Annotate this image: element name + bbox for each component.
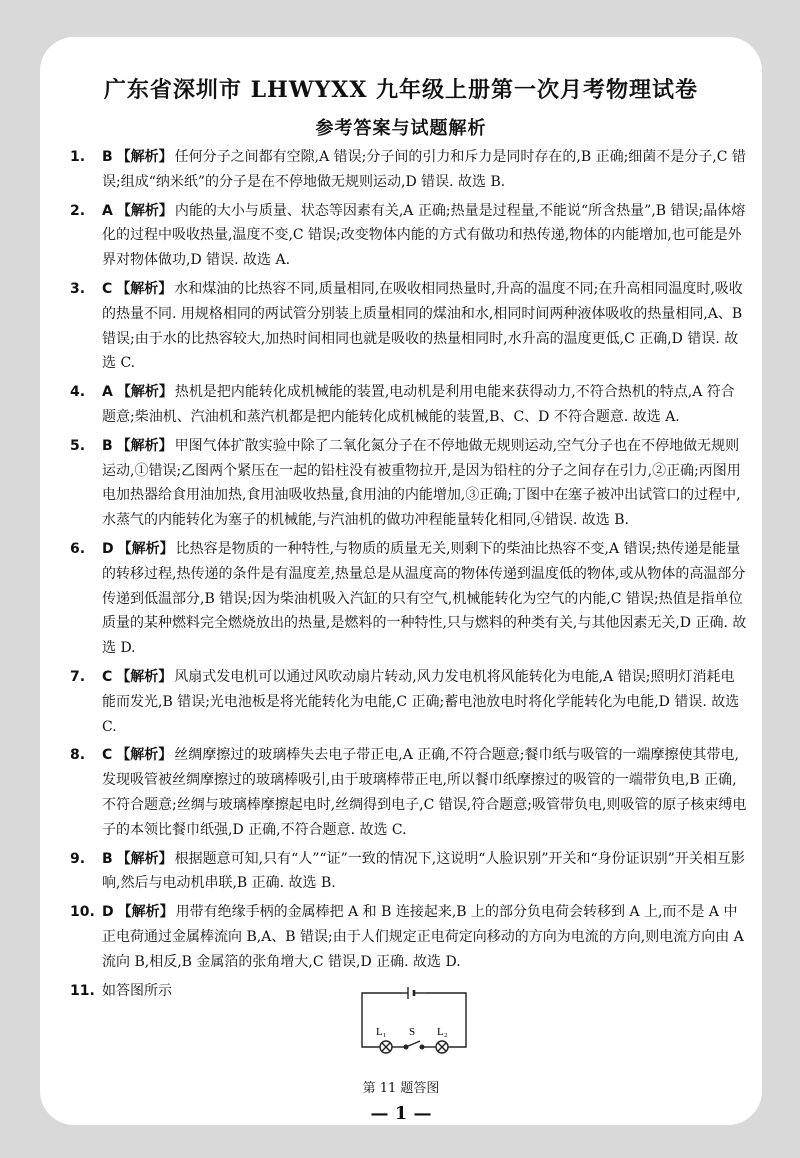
item-answer: B <box>102 437 113 454</box>
switch-blade <box>406 1041 420 1047</box>
item-number: 6. <box>70 540 86 557</box>
item-number: 7. <box>70 668 86 685</box>
item-answer: B <box>102 149 113 165</box>
item-answer: D <box>102 540 114 557</box>
item-answer: C <box>102 668 113 685</box>
item-number: 3. <box>70 280 86 297</box>
item-answer: C <box>102 280 113 297</box>
item-answer: C <box>102 747 113 764</box>
item-tag: 【解析】 <box>116 202 173 219</box>
item-text: 内能的大小与质量、状态等因素有关,A 正确;热量是过程量,不能说“所含热量”,B 错误;晶体熔化的过程中吸收热量,温度不变,C 错误;改变物体内能的方式有做功和热传递,物体的内能增加,也可能是外界对物体做功,D 错误. 故选 A. <box>102 202 746 269</box>
item-answer: A <box>102 384 113 401</box>
item-tag: 【解析】 <box>116 850 173 867</box>
item-text: 根据题意可知,只有“人”“证”一致的情况下,这说明“人脸识别”开关和“身份证识别”开关相互影响,然后与电动机串联,B 正确. 故选 B. <box>102 850 745 892</box>
item-tag: 【解析】 <box>116 437 173 454</box>
item-answer: B <box>102 850 113 867</box>
item-number: 9. <box>70 850 86 867</box>
item-tag: 【解析】 <box>117 904 174 921</box>
item-text: 热机是把内能转化成机械能的装置,电动机是利用电能来获得动力,不符合热机的特点,A 符合题意;柴油机、汽油机和蒸汽机都是把内能转化成机械能的装置,B、C、D 不符合题意. 故选 A. <box>102 384 735 425</box>
answer-item-10 <box>70 900 748 974</box>
item-text: 用带有绝缘手柄的金属棒把 A 和 B 连接起来,B 上的部分负电荷会转移到 A 上,而不是 A 中正电荷通过金属棒流向 B,A、B 错误;由于人们规定正电荷定向移动的方向为电流的方向,则电流方向由 A 流向 B,相反,B 金属箔的张角增大,C 错误,D 正确. 故选 D. <box>102 904 744 970</box>
item-text: 甲图气体扩散实验中除了二氧化氮分子在不停地做无规则运动,空气分子也在不停地做无规则运动,①错误;乙图两个紧压在一起的铅柱没有被重物拉开,是因为铅柱的分子之间存在引力,②正确;丙图用电加热器给食用油加热,食用油吸收热量,食用油的内能增加,③正确;丁图中在塞子被冲出试管口的过程中,水蒸气的内能转化为塞子的机械能,与汽油机的做功冲程能量转化相同,④错误. 故选 B. <box>102 437 741 529</box>
answer-list <box>70 145 748 1003</box>
item-number: 11. <box>70 982 95 999</box>
item-text: 任何分子之间都有空隙,A 错误;分子间的引力和斥力是同时存在的,B 正确;细菌不是分子,C 错误;组成“纳米纸”的分子是在不停地做无规则运动,D 错误. 故选 B. <box>102 149 746 190</box>
item-answer: A <box>102 202 113 219</box>
answer-item-5 <box>70 434 748 533</box>
item-number: 4. <box>70 384 86 401</box>
figure-caption: 第 11 题答图 <box>362 1081 440 1096</box>
answer-item-2 <box>70 199 748 273</box>
item-tag: 【解析】 <box>117 540 174 557</box>
page-number: — 1 — <box>370 1103 432 1124</box>
circuit-diagram <box>360 987 468 1067</box>
item-number: 2. <box>70 202 86 219</box>
item-number: 1. <box>70 149 86 165</box>
item-text: 比热容是物质的一种特性,与物质的质量无关,则剩下的柴油比热容不变,A 错误;热传递是能量的转移过程,热传递的条件是有温度差,热量总是从温度高的物体传递到温度低的物体,或从物体的高温部分传递到低温部分,B 错误;因为柴油机吸入汽缸的只有空气,机械能转化为空气的内能,C 错误;热值是指单位质量的某种燃料完全燃烧放出的热量,是燃料的一种特性,只与燃料的种类有关,与其他因素无关,D 正确. 故选 D. <box>102 540 747 657</box>
switch-label: S <box>409 1026 416 1038</box>
item-text: 如答图所示 <box>102 982 172 999</box>
answer-sheet-page <box>40 37 762 1125</box>
answer-item-4 <box>70 380 748 430</box>
page-title: 广东省深圳市 LHWYXX 九年级上册第一次月考物理试卷 <box>103 77 699 103</box>
item-text: 风扇式发电机可以通过风吹动扇片转动,风力发电机将风能转化为电能,A 错误;照明灯消耗电能而发光,B 错误;光电池板是将光能转化为电能,C 正确;蓄电池放电时将化学能转化为电能,D 错误. 故选 C. <box>102 668 740 735</box>
item-tag: 【解析】 <box>116 149 173 165</box>
item-tag: 【解析】 <box>116 668 173 685</box>
answer-item-7 <box>70 665 748 739</box>
item-number: 10. <box>70 904 95 921</box>
item-text: 丝绸摩擦过的玻璃棒失去电子带正电,A 正确,不符合题意;餐巾纸与吸管的一端摩擦使其带电,发现吸管被丝绸摩擦过的玻璃棒吸引,由于玻璃棒带正电,所以餐巾纸摩擦过的吸管的一端带负电,B 正确,不符合题意;丝绸与玻璃棒摩擦起电时,丝绸得到电子,C 错误,符合题意;吸管带负电,则吸管的原子核束缚电子的本领比餐巾纸强,D 正确,不符合题意. 故选 C. <box>102 747 747 838</box>
item-text: 水和煤油的比热容不同,质量相同,在吸收相同热量时,升高的温度不同;在升高相同温度时,吸收的热量不同. 用规格相同的两试管分别装上质量相同的煤油和水,相同时间两种液体吸收的热量相同,A、B 错误;由于水的比热容较大,加热时间相同也就是吸收的热量相同时,水升高的温度更低,C 正确,D 错误. 故选 C. <box>102 280 743 372</box>
answer-item-9 <box>70 847 748 897</box>
item-tag: 【解析】 <box>116 747 173 764</box>
answer-item-8 <box>70 743 748 842</box>
lamp2-label: L₂ <box>437 1026 448 1038</box>
item-tag: 【解析】 <box>116 280 173 297</box>
item-answer: D <box>102 904 114 921</box>
answer-item-3 <box>70 277 748 376</box>
item-number: 5. <box>70 437 86 454</box>
item-number: 8. <box>70 747 86 764</box>
item-tag: 【解析】 <box>116 384 173 401</box>
page-subtitle: 参考答案与试题解析 <box>315 118 487 139</box>
answer-item-6 <box>70 537 748 661</box>
lamp1-label: L₁ <box>376 1026 387 1038</box>
answer-item-1 <box>70 145 748 195</box>
